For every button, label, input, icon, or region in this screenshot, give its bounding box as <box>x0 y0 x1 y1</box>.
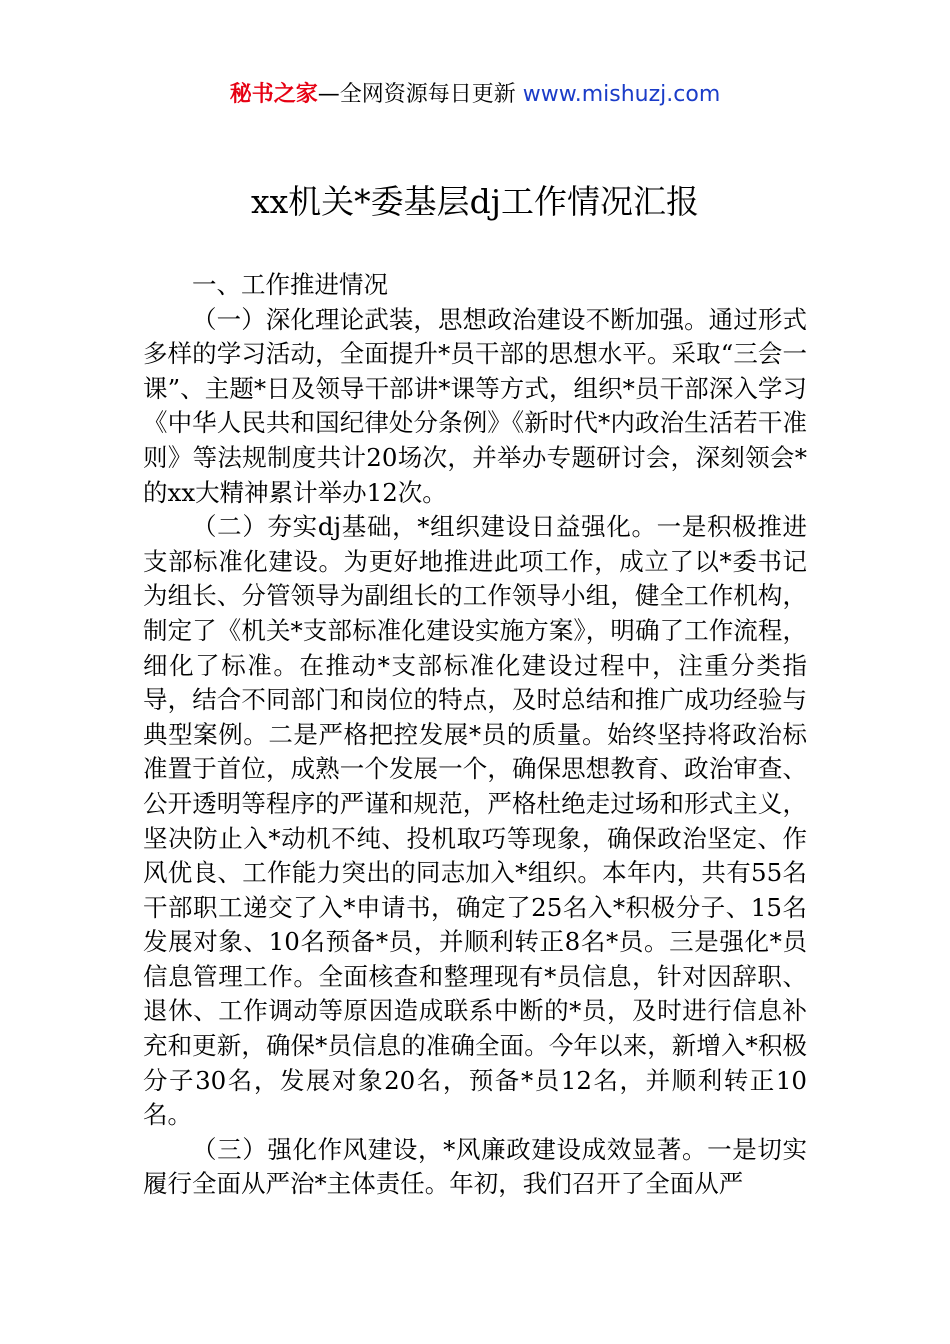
paragraph: （三）强化作风建设，*风廉政建设成效显著。一是切实履行全面从严治*主体责任。年初，我们召开了全面从严 <box>143 1134 807 1199</box>
site-url-link[interactable]: www.mishuzj.com <box>522 82 721 107</box>
paragraph: （二）夯实dj基础，*组织建设日益强化。一是积极推进支部标准化建设。为更好地推进此项工作，成立了以*委书记为组长、分管领导为副组长的工作领导小组，健全工作机构，制定了《机关*支部标准化建设实施方案》，明确了工作流程，细化了标准。在推动*支部标准化建设过程中，注重分类指导，结合不同部门和岗位的特点，及时总结和推广成功经验与典型案例。二是严格把控发展*员的质量。始终坚持将政治标准置于首位，成熟一个发展一个，确保思想教育、政治审查、公开透明等程序的严谨和规范，严格杜绝走过场和形式主义，坚决防止入*动机不纯、投机取巧等现象，确保政治坚定、作风优良、工作能力突出的同志加入*组织。本年内，共有55名干部职工递交了入*申请书，确定了25名入*积极分子、15名发展对象、10名预备*员，并顺利转正8名*员。三是强化*员信息管理工作。全面核查和整理现有*员信息，针对因辞职、退休、工作调动等原因造成联系中断的*员，及时进行信息补充和更新，确保*员信息的准确全面。今年以来，新增入*积极分子30名，发展对象20名，预备*员12名，并顺利转正10名。 <box>143 512 807 1130</box>
site-tagline: —全网资源每日更新 <box>317 82 523 107</box>
document-body <box>143 268 807 1202</box>
document-title: xx机关*委基层dj工作情况汇报 <box>250 182 700 221</box>
section-heading: 一、工作推进情况 <box>192 270 388 299</box>
site-header <box>0 80 950 110</box>
paragraph: （一）深化理论武装，思想政治建设不断加强。通过形式多样的学习活动，全面提升*员干部的思想水平。采取“三会一课”、主题*日及领导干部讲*课等方式，组织*员干部深入学习《中华人民共和国纪律处分条例》《新时代*内政治生活若干准则》等法规制度共计20场次，并举办专题研讨会，深刻领会*的xx大精神累计举办12次。 <box>143 304 807 507</box>
site-brand: 秘书之家 <box>229 82 318 107</box>
